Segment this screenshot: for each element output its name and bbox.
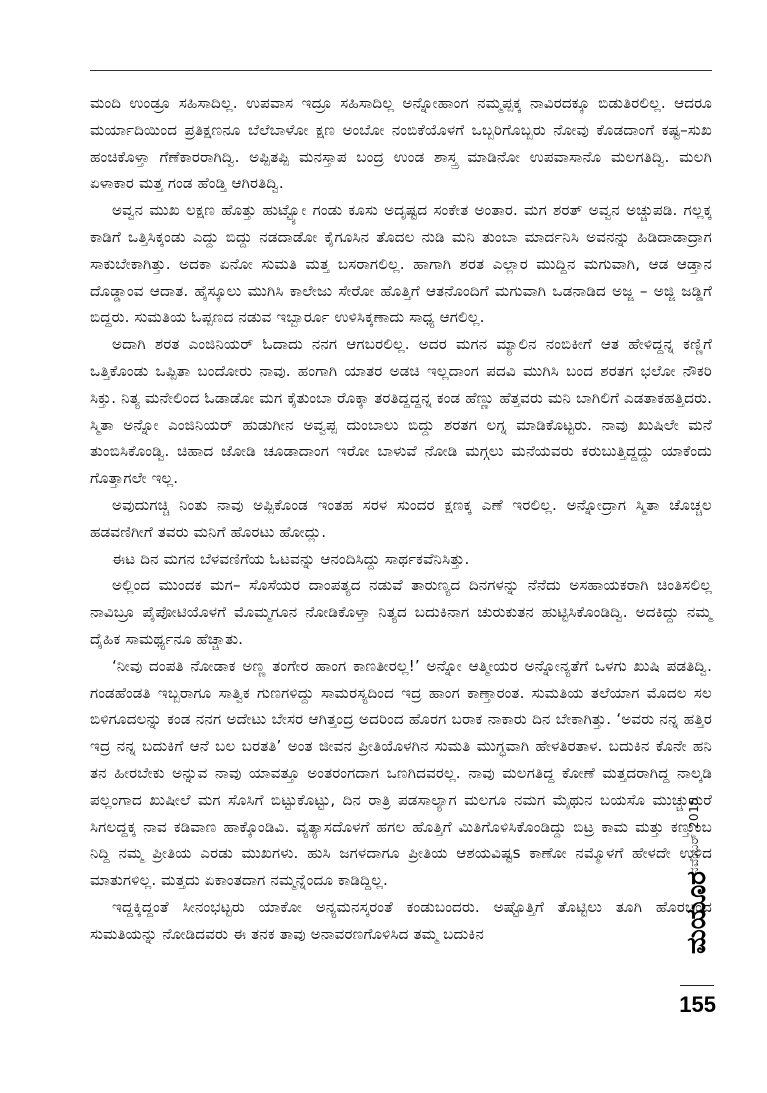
page-number: 155 (679, 992, 716, 1017)
paragraph-1: ಮಂದಿ ಉಂಡ್ರೂ ಸಹಿಸಾದಿಲ್ಲ. ಉಪವಾಸ ಇದ್ರೂ ಸಹಿಸಾದಿಲ್ಲ ಅನ್ನೋಹಾಂಗ ನಮ್ಮಪ್ಪಕ್ಕ ನಾವಿರದಕ್ಕೂ ಬಿಡುತಿರಲಿಲ್ಲ. ಆದರೂ ಮರ್ಯಾದಿಯಿಂದ ಪ್ರತಿಕ್ಷಣನೂ ಬೆಲೆಬಾಳೋ ಕ್ಷಣ ಅಂಬೋ ನಂಬಿಕೆಯೊಳಗೆ ಒಬ್ಬರಿಗೊಬ್ಬರು ನೋವು ಕೊಡದಾಂಗೆ ಕಷ್ಟ–ಸುಖ ಹಂಚಿಕೊಳ್ತಾ ಗೆಣೆಕಾರರಾಗಿದ್ವಿ. ಅಪ್ಪಿತಪ್ಪಿ ಮನಸ್ತಾಪ ಬಂದ್ರ ಉಂಡ ಶಾಸ್ತ್ರ ಮಾಡಿನೋ ಉಪವಾಸಾನೊ ಮಲಗತಿದ್ವಿ. ಮಲಗಿ ಏಳಾಕಾರ ಮತ್ತ ಗಂಡ ಹೆಂಡ್ತಿ ಆಗಿರತಿದ್ವಿ. (90, 94, 712, 193)
article-body (90, 90, 712, 948)
issue-date: ನವೆಂಬರ್ 2015 (687, 796, 701, 874)
magazine-logo: ಮಯೂರ (682, 871, 712, 954)
header-rule (90, 70, 712, 71)
paragraph-3: ಅದಾಗಿ ಶರತ ಎಂಜಿನಿಯರ್ ಓದಾದು ನನಗ ಆಗಬರಲಿಲ್ಲ. ಅದರ ಮಗನ ಮ್ಯಾಲಿನ ನಂಬಿಕೀಗೆ ಆತ ಹೇಳಿದ್ದನ್ನ ಕಣ್ಣಿಗೆ ಒತ್ತಿಕೊಂಡು ಒಪ್ಪಿತಾ ಬಂದೋರು ನಾವು. ಹಂಗಾಗಿ ಯಾತರ ಅಡಚಿ ಇಲ್ಲದಾಂಗ ಪದವಿ ಮುಗಿಸಿ ಬಂದ ಶರತಗ ಭಲೋ ನೌಕರಿ ಸಿಕ್ತು. ನಿತ್ಯ ಮನೇಲಿಂದ ಓಡಾಡೋ ಮಗ ಕೈತುಂಬಾ ರೊಕ್ಕಾ ತರತಿದ್ದದ್ದನ್ನ ಕಂಡ ಹೆಣ್ಣು ಹೆತ್ತವರು ಮನಿ ಬಾಗಿಲಿಗೆ ಎಡತಾಕಹತ್ತಿದರು. ಸ್ಮಿತಾ ಅನ್ನೋ ಎಂಜಿನಿಯರ್ ಹುಡುಗೀನ ಅವ್ವಪ್ಪ ದುಂಬಾಲು ಬಿದ್ದು ಶರತಗ ಲಗ್ನ ಮಾಡಿಕೊಟ್ಟರು. ನಾವು ಖುಷಿಲೇ ಮನೆ ತುಂಬಿಸಿಕೊಂಡ್ವಿ. ಚಿಹಾದ ಜೋಡಿ ಚೂಡಾದಾಂಗ ಇರೋ ಬಾಳುವೆ ನೋಡಿ ಮಗ್ಗಲು ಮನೆಯವರು ಕರುಬುತ್ತಿದ್ದದ್ದು ಯಾಕೆಂದು ಗೊತ್ತಾಗಲೇ ಇಲ್ಲ. (90, 335, 712, 488)
paragraph-4: ಅವುದುಗಚ್ಚಿ ನಿಂತು ನಾವು ಅಪ್ಪಿಕೊಂಡ ಇಂತಹ ಸರಳ ಸುಂದರ ಕ್ಷಣಕ್ಕ ಎಣೆ ಇರಲಿಲ್ಲ. ಅನ್ನೋದ್ರಾಗ ಸ್ಮಿತಾ ಚೊಚ್ಚಲ ಹಡವಣಿಗೀಗೆ ತವರು ಮನಿಗೆ ಹೊರಟು ಹೋದ್ಲು. (90, 495, 712, 541)
paragraph-7: ‘ನೀವು ದಂಪತಿ ನೋಡಾಕ ಅಣ್ಣ ತಂಗೇರ ಹಾಂಗ ಕಾಣತೀರಲ್ಲ!’ ಅನ್ನೋ ಆತ್ಮೀಯರ ಅನ್ನೋನ್ಯತೆಗೆ ಒಳಗು ಖುಷಿ ಪಡತಿದ್ವಿ. ಗಂಡಹೆಂಡತಿ ಇಬ್ಬರಾಗೂ ಸಾತ್ವಿಕ ಗುಣಗಳಿದ್ದು ಸಾಮರಸ್ಯದಿಂದ ಇದ್ರ ಹಾಂಗ ಕಾಣ್ತಾರಂತ. ಸುಮತಿಯ ತಲೆಯಾಗ ಮೊದಲ ಸಲ ಬಿಳಿಗೂದಲನ್ನು ಕಂಡ ನನಗ ಅದೇಟು ಬೇಸರ ಆಗಿತ್ತಂದ್ರ ಅದರಿಂದ ಹೊರಗ ಬರಾಕ ನಾಕಾರು ದಿನ ಬೇಕಾಗಿತ್ತು. ‘ಅವರು ನನ್ನ ಹತ್ತಿರ ಇದ್ರ ನನ್ನ ಬದುಕಿಗೆ ಆನೆ ಬಲ ಬರತತಿ’ ಅಂತ ಜೀವನ ಪ್ರೀತಿಯೊಳಗಿನ ಸುಮತಿ ಮುಗ್ಧವಾಗಿ ಹೇಳತಿರತಾಳ. ಬದುಕಿನ ಕೊನೇ ಹನಿ ತನ ಹೀರಬೇಕು ಅನ್ನುವ ನಾವು ಯಾವತ್ತೂ ಅಂತರಂಗದಾಗ ಒಣಗಿದವರಲ್ಲ. ನಾವು ಮಲಗತಿದ್ದ ಕೋಣೆ ಮತ್ತದರಾಗಿದ್ದ ನಾಲ್ಕಡಿ ಪಲ್ಲಂಗಾದ ಖುಷೀಲೆ ಮಗ ಸೊಸಿಗೆ ಬಿಟ್ಟುಕೊಟ್ಟು, ದಿನ ರಾತ್ರಿ ಪಡಸಾಲ್ಯಾಗ ಮಲಗೂ ನಮಗ ಮೈಥುನ ಬಯಸೊ ಮುಚ್ಚುಮರೆ ಸಿಗಲದ್ದಕ್ಕ ನಾವ ಕಡಿವಾಣ ಹಾಕ್ಕೊಂಡಿವಿ. ವ್ಯತ್ಯಾಸದೊಳಗೆ ಹಗಲ ಹೊತ್ತಿಗೆ ಮಿತಿಗೊಳಿಸಿಕೊಂಡಿದ್ದು ಬಿಟ್ರ ಕಾಮ ಮತ್ತು ಕಣ್ತುಂಬ ನಿದ್ದಿ ನಮ್ಮ ಪ್ರೀತಿಯ ಎರಡು ಮುಖಗಳು. ಹುಸಿ ಜಗಳದಾಗೂ ಪ್ರೀತಿಯ ಆಶಯವಿಷ್ಟs ಕಾಣೋ ನಮ್ಮೊಳಗೆ ಹೇಳದೇ ಉಳಿದ ಮಾತುಗಳಿಲ್ಲ. ಮತ್ತದು ಏಕಾಂತದಾಗ ನಮ್ಮನ್ನೆಂದೂ ಕಾಡಿದ್ದಿಲ್ಲ. (90, 656, 712, 890)
paragraph-6: ಅಲ್ಲಿಂದ ಮುಂದಕ ಮಗ– ಸೊಸೆಯರ ದಾಂಪತ್ಯದ ನಡುವೆ ತಾರುಣ್ಯದ ದಿನಗಳನ್ನು ನೆನೆದು ಅಸಹಾಯಕರಾಗಿ ಚಿಂತಿಸಲಿಲ್ಲ ನಾವಿಬ್ರೂ ಪೈಪೋಟಿಯೊಳಗೆ ಮೊಮ್ಮಗೂನ ನೋಡಿಕೊಳ್ತಾ ನಿತ್ಯದ ಬದುಕಿನಾಗ ಚುರುಕುತನ ಹುಟ್ಟಿಸಿಕೊಂಡಿದ್ವಿ. ಅದಕಿದ್ದು ನಮ್ಮ ದೈಹಿಕ ಸಾಮರ್ಥ್ಯನೂ ಹೆಚ್ಚಾತು. (90, 576, 712, 648)
paragraph-5: ಈಟ ದಿನ ಮಗನ ಬೆಳವಣಿಗೆಯ ಓಟವನ್ನು ಆನಂದಿಸಿದ್ದು ಸಾರ್ಥಕವೆನಿಸಿತ್ತು. (112, 549, 470, 568)
page-number-rule (680, 985, 714, 986)
magazine-sidebar (678, 788, 714, 956)
paragraph-8: ಇದ್ದಕ್ಕಿದ್ದಂತೆ ಸೀನಂಭಟ್ಟರು ಯಾಕೋ ಅನ್ಯಮನಸ್ಕರಂತೆ ಕಂಡುಬಂದರು. ಅಷ್ಟೊತ್ತಿಗೆ ತೊಟ್ಟಿಲು ತೂಗಿ ಹೊರಬಂದ ಸುಮತಿಯನ್ನು ನೋಡಿದವರು ಈ ತನಕ ತಾವು ಅನಾವರಣಗೊಳಿಸಿದ ತಮ್ಮ ಬದುಕಿನ (90, 897, 712, 943)
paragraph-2: ಅವ್ವನ ಮುಖ ಲಕ್ಷಣ ಹೊತ್ತು ಹುಟ್ಟ್ಯೋ ಗಂಡು ಕೂಸು ಅದೃಷ್ಟದ ಸಂಕೇತ ಅಂತಾರ. ಮಗ ಶರತ್ ಅವ್ವನ ಅಚ್ಚುಪಡಿ. ಗಲ್ಲಕ್ಕ ಕಾಡಿಗೆ ಒತ್ತಿಸಿಕ್ಕಂಡು ಎದ್ದು ಬಿದ್ದು ನಡದಾಡೋ ಕೈಗೂಸಿನ ತೊದಲ ನುಡಿ ಮನಿ ತುಂಬಾ ಮಾರ್ದನಿಸಿ ಅವನನ್ನು ಹಿಡಿದಾಡಾದ್ರಾಗ ಸಾಕುಬೇಕಾಗಿತ್ತು. ಅದಕಾ ಏನೋ ಸುಮತಿ ಮತ್ತ ಬಸರಾಗಲಿಲ್ಲ. ಹಾಗಾಗಿ ಶರತ ಎಲ್ಲಾರ ಮುದ್ದಿನ ಮಗುವಾಗಿ, ಆಡ ಆಡ್ತಾನ ದೊಡ್ಡಾಂವ ಆದಾತ. ಹೈಸ್ಕೂಲು ಮುಗಿಸಿ ಕಾಲೇಜು ಸೇರೋ ಹೊತ್ತಿಗೆ ಆತನೊಂದಿಗೆ ಮಗುವಾಗಿ ಒಡನಾಡಿದ ಅಜ್ಜ – ಅಜ್ಜಿ ಜಡ್ಡಿಗೆ ಬಿದ್ದರು. ಸುಮತಿಯ ಓಪ್ಪಣದ ನಡುವ ಇಬ್ಬಾರ್ರೂ ಉಳಿಸಿಕ್ಕಣಾದು ಸಾಧ್ಯ ಆಗಲಿಲ್ಲ. (90, 201, 712, 327)
